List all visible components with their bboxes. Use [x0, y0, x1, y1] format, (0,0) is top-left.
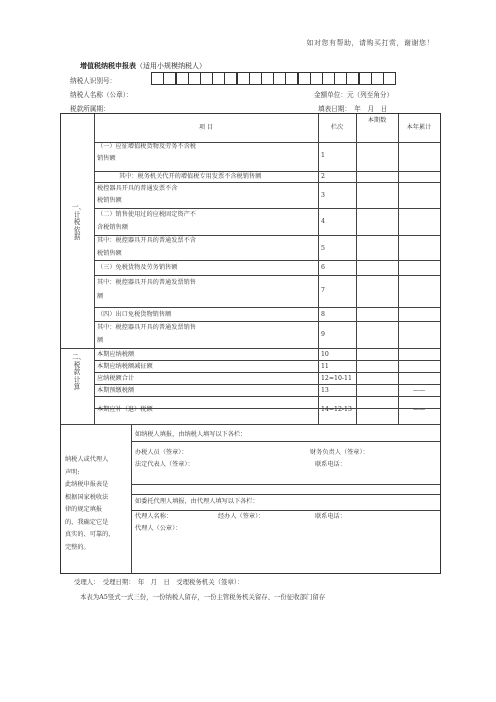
divider — [94, 384, 440, 385]
tin-digit-box[interactable] — [261, 72, 274, 85]
row-14-label: 本期应补（退）税额 — [97, 406, 153, 413]
agent-name-field[interactable]: 代理人名称： — [135, 513, 173, 520]
row-number: 11 — [321, 363, 329, 370]
form-title — [80, 61, 206, 71]
form-title-main: 增值税纳税申报表 — [80, 62, 136, 70]
divider — [131, 441, 440, 442]
row-number: 8 — [321, 311, 325, 318]
cumulative-na-dash: —— — [412, 406, 426, 413]
form-title-sub: （适用小规模纳税人） — [136, 62, 206, 70]
divider — [131, 510, 440, 511]
row-number: 6 — [321, 264, 325, 271]
tin-digit-box[interactable] — [224, 72, 237, 85]
tin-digit-box[interactable] — [383, 72, 396, 85]
row-1-label-line1: （一）应征增值税货物及劳务不含税 — [97, 143, 196, 150]
divider — [94, 360, 440, 361]
copies-note: 本表为A5竖式一式三份，一份纳税人留存，一份主管税务机关留存、一份征收部门留存 — [80, 593, 326, 601]
row-6-label: （三）免税货物及劳务销售额 — [97, 264, 178, 271]
declaration-line: 根据国家税收法 — [65, 493, 109, 501]
row-number: 1 — [321, 152, 325, 159]
tin-digit-box[interactable] — [163, 72, 176, 85]
divider — [94, 307, 440, 308]
divider — [94, 372, 440, 373]
divider — [94, 396, 440, 397]
row-3-label-line2: 税销售额 — [97, 197, 122, 204]
cumulative-na-dash: —— — [412, 387, 426, 394]
declaration-line: 纳税人或代理人 — [65, 456, 109, 463]
tin-digit-box[interactable] — [371, 72, 384, 85]
handler-signature-field[interactable]: 办税人员（签章）： — [135, 449, 188, 456]
row-10-label: 本期应纳税额 — [97, 351, 135, 358]
tin-digit-box[interactable] — [237, 72, 250, 85]
row-3-label-line1: 税控器具开具的普通发票不含 — [97, 185, 178, 192]
row-number: 4 — [321, 218, 325, 225]
row-number: 5 — [321, 245, 325, 252]
row-2-label: 其中：税务机关代开的增值税专用发票不含税销售额 — [119, 173, 262, 180]
divider — [131, 494, 440, 495]
tin-digit-box[interactable] — [200, 72, 213, 85]
declaration-line: 此纳税申报表是 — [65, 481, 109, 488]
divider — [94, 114, 95, 424]
divider — [318, 114, 319, 424]
row-number: 3 — [321, 192, 325, 199]
divider — [356, 114, 357, 424]
acceptance-line: 受理人： 受理日期： 年 月 日 受理税务机关（签章）： — [74, 578, 244, 586]
tin-label: 纳税人识别号： — [70, 77, 117, 85]
legal-rep-signature-field[interactable]: 法定代表人（签章）： — [135, 461, 194, 468]
declaration-form-table — [60, 113, 441, 574]
agent-handler-signature-field[interactable]: 经办人（签章）： — [218, 513, 265, 520]
row-12-label: 应纳税额合计 — [97, 375, 135, 382]
row-number: 12=10-11 — [321, 375, 352, 382]
declaration-line: 真实的、可靠的、 — [65, 531, 115, 538]
tin-digit-box[interactable] — [188, 72, 201, 85]
row-11-label: 本期应纳税额减征额 — [97, 363, 153, 370]
divider — [131, 424, 132, 573]
agent-phone-field[interactable]: 联系电话： — [315, 513, 346, 520]
tin-digit-box[interactable] — [310, 72, 323, 85]
tax-period-label: 税款所属期： — [70, 105, 110, 113]
row-number: 14=12-13 — [321, 406, 352, 413]
divider — [398, 114, 399, 424]
tin-digit-box[interactable] — [322, 72, 335, 85]
row-13-label: 本期预缴税额 — [97, 387, 135, 394]
row-number: 13 — [321, 387, 329, 394]
col-current-header: 本期数 — [367, 117, 387, 124]
declaration-statement — [65, 454, 129, 554]
tin-digit-box[interactable] — [249, 72, 262, 85]
finance-head-signature-field[interactable]: 财务负责人（签章）： — [310, 449, 369, 456]
divider — [94, 208, 440, 209]
agent-seal-field[interactable]: 代理人（公章）： — [135, 525, 182, 532]
section-tax-calc-label: 二、税款计算 — [72, 353, 86, 391]
tin-digit-box[interactable] — [346, 72, 359, 85]
row-5-label-line2: 税销售额 — [97, 250, 122, 257]
tin-digit-box[interactable] — [212, 72, 225, 85]
tin-digit-box[interactable] — [298, 72, 311, 85]
row-1-label-line2: 销售额 — [97, 155, 116, 162]
tin-digit-box[interactable] — [151, 72, 164, 85]
row-7-label-line2: 额 — [97, 293, 104, 300]
phone-field[interactable]: 联系电话： — [315, 461, 346, 468]
col-row-header: 栏次 — [330, 124, 344, 131]
declaration-line: 律的规定填报 — [65, 506, 103, 513]
row-number: 7 — [321, 287, 325, 294]
declaration-line: 声明: — [65, 468, 80, 476]
divider — [94, 260, 440, 261]
thanks-note: 如对您有帮助，请购买打赏，谢谢您！ — [306, 39, 434, 47]
taxpayer-name-label: 纳税人名称（公章）： — [70, 91, 133, 99]
declaration-line: 的，我确定它是 — [65, 518, 109, 526]
col-cumulative-header: 本年累计 — [406, 124, 432, 131]
row-8-label: （四）出口免税货物销售额 — [97, 311, 172, 318]
tin-digit-box[interactable] — [359, 72, 372, 85]
fill-date-label: 填表日期： 年 月 日 — [318, 105, 388, 113]
tin-digit-box[interactable] — [334, 72, 347, 85]
currency-unit-label: 金额单位：元（列至角分） — [314, 91, 394, 99]
row-7-label-line1: 其中：税控器具开具的普通发票销售 — [97, 279, 196, 286]
divider — [61, 348, 440, 349]
row-number: 2 — [321, 173, 325, 180]
row-number: 10 — [321, 351, 329, 358]
row-9-label-line2: 额 — [97, 337, 104, 344]
row-5-label-line1: 其中：税控器具开具的普通发票不含 — [97, 237, 196, 244]
row-number: 9 — [321, 331, 325, 338]
tin-digit-box[interactable] — [176, 72, 189, 85]
divider — [61, 424, 440, 425]
tin-digit-box[interactable] — [285, 72, 298, 85]
row-9-label-line1: 其中：税控器具开具的普通发票销售 — [97, 324, 196, 331]
divider — [94, 275, 440, 276]
declaration-line: 完整的。 — [65, 543, 90, 551]
divider — [94, 182, 440, 183]
agent-filing-title: 如委托代理人填报，由代理人填写以下各栏： — [135, 498, 259, 505]
self-filing-title: 如纳税人填报，由纳税人填写以下各栏： — [135, 431, 247, 438]
tin-input-boxes[interactable] — [152, 72, 396, 85]
divider — [94, 321, 440, 322]
col-item-header: 项 目 — [198, 124, 214, 131]
row-4-label-line2: 含税销售额 — [97, 224, 128, 231]
divider — [131, 484, 440, 485]
tin-digit-box[interactable] — [273, 72, 286, 85]
row-4-label-line1: （二）销售使用过的应税固定资产不 — [97, 211, 196, 218]
section-tax-basis-label: 一、计税依据 — [72, 203, 86, 241]
